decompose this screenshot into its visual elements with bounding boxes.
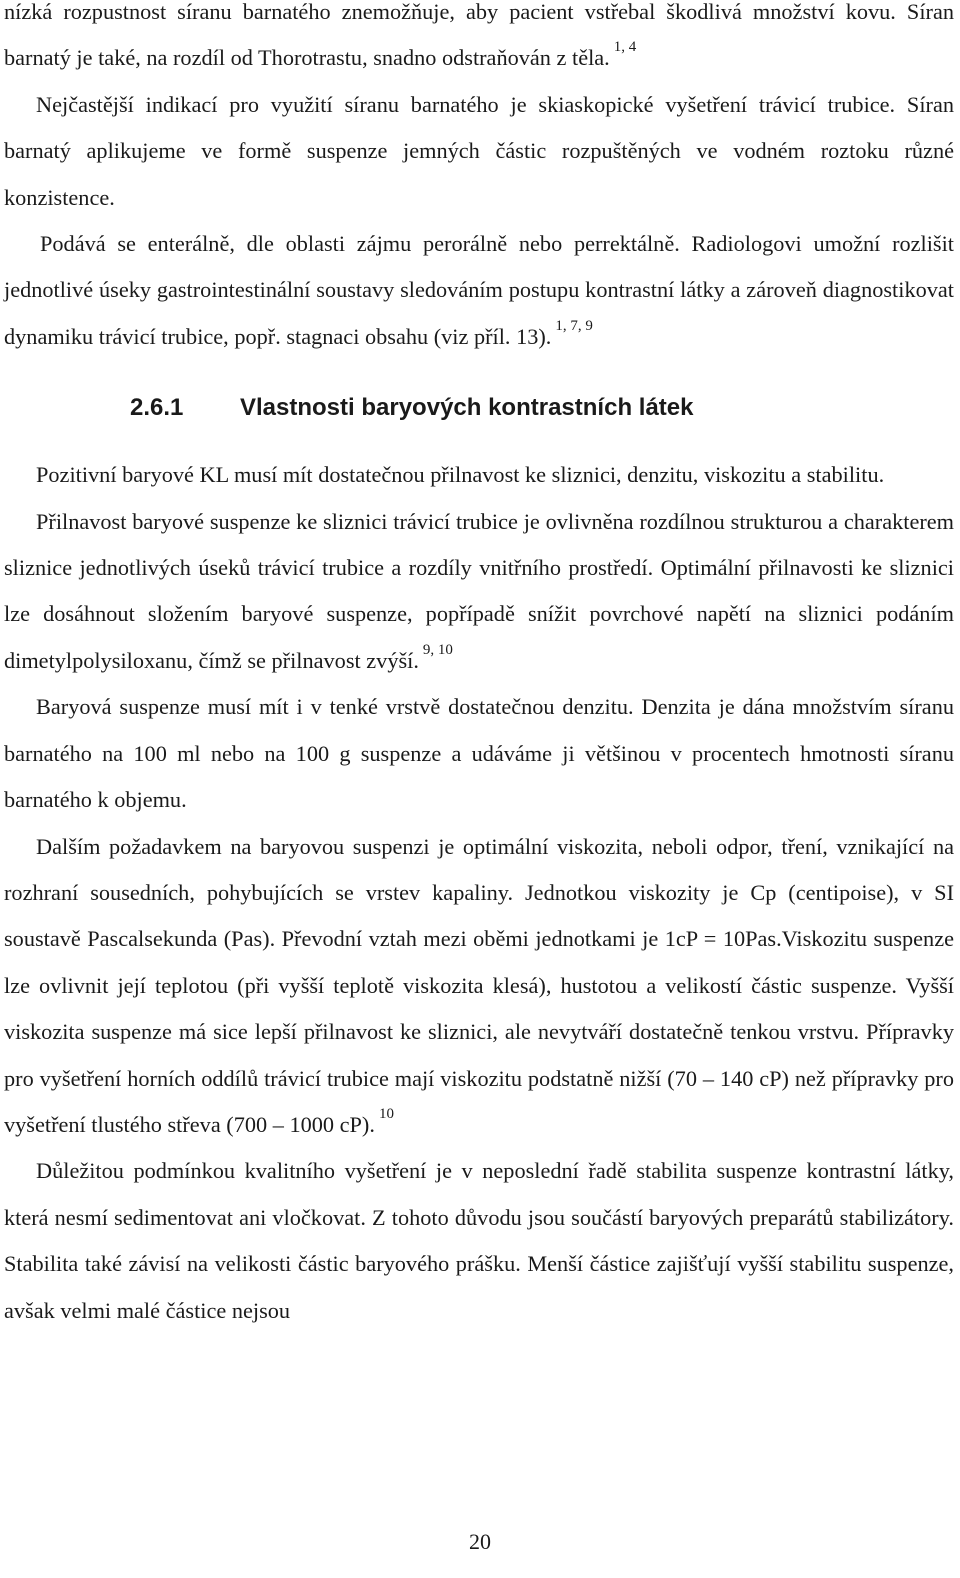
paragraph-text: Dalším požadavkem na baryovou suspenzi je optimální viskozita, neboli odpor, tření, vznikající na rozhraní sousedních, pohybujících se vrstev kapaliny. Jednotkou viskozity je Cp (centipoise), v SI soustavě Pascalsekunda (Pas). Převodní vztah mezi oběmi jednotkami je 1cP = 10Pas.Viskozitu suspenze lze ovlivnit její teplotou (při vyšší teplotě viskozita klesá), hustotou a velikostí částic suspenze. Vyšší viskozita suspenze má sice lepší přilnavost ke sliznici, ale nevytváří dostatečně tenkou vrstvu. Přípravky pro vyšetření horních oddílů trávicí trubice mají viskozitu podstatně nižší (70 – 140 cP) než přípravky pro vyšetření tlustého střeva (700 – 1000 cP). [4, 833, 954, 1137]
paragraph-text: Podává se enterálně, dle oblasti zájmu perorálně nebo perrektálně. Radiologovi umožní rozlišit jednotlivé úseky gastrointestinální soustavy sledováním postupu kontrastní látky a zároveň diagnostikovat dynamiku trávicí trubice, popř. stagnaci obsahu (viz příl. 13). [4, 231, 954, 349]
reference-superscript: 1, 4 [613, 39, 637, 56]
section-title: Vlastnosti baryových kontrastních látek [240, 394, 694, 422]
paragraph-density [4, 684, 954, 823]
paragraph-text: Důležitou podmínkou kvalitního vyšetření je v neposlední řadě stabilita suspenze kontrastní látky, která nesmí sedimentovat ani vločkovat. Z tohoto důvodu jsou součástí baryových preparátů stabilizátory. Stabilita také závisí na velikosti částic baryového prášku. Menší částice zajišťují vyšší stabilitu suspenze, avšak velmi malé částice nejsou [4, 1158, 954, 1323]
reference-superscript: 1, 7, 9 [555, 317, 593, 334]
paragraph-viscosity [4, 824, 954, 1149]
page-number: 20 [469, 1529, 491, 1554]
paragraph-properties-intro [4, 452, 954, 498]
paragraph-text: Pozitivní baryové KL musí mít dostatečnou přilnavost ke sliznici, denzitu, viskozitu a stabilitu. [36, 462, 885, 488]
paragraph-administration [4, 221, 954, 360]
section-number: 2.6.1 [130, 394, 184, 422]
reference-superscript: 10 [378, 1105, 394, 1122]
paragraph-stability [4, 1148, 954, 1334]
section-heading [4, 382, 954, 434]
paragraph-adhesion [4, 499, 954, 685]
reference-superscript: 9, 10 [422, 641, 453, 658]
paragraph-continuation [4, 0, 954, 82]
paragraph-text: Přilnavost baryové suspenze ke sliznici trávicí trubice je ovlivněna rozdílnou strukturou a charakterem sliznice jednotlivých úseků trávicí trubice a rozdíly vnitřního prostředí. Optimální přilnavosti ke sliznici lze dosáhnout složením baryové suspenze, popřípadě snížit povrchové napětí na sliznici podáním dimetylpolysiloxanu, čímž se přilnavost zvýší. [4, 508, 954, 673]
paragraph-text: nízká rozpustnost síranu barnatého znemožňuje, aby pacient vstřebal škodlivá množství kovu. Síran barnatý je také, na rozdíl od Thorotrastu, snadno odstraňován z těla. [4, 0, 954, 71]
paragraph-text: Baryová suspenze musí mít i v tenké vrstvě dostatečnou denzitu. Denzita je dána množstvím síranu barnatého na 100 ml nebo na 100 g suspenze a udáváme ji většinou v procentech hmotnosti síranu barnatého k objemu. [4, 694, 954, 813]
paragraph-indications [4, 82, 954, 221]
paragraph-text: Nejčastější indikací pro využití síranu barnatého je skiaskopické vyšetření trávicí trubice. Síran barnatý aplikujeme ve formě suspenze jemných částic rozpuštěných ve vodném roztoku různé konzistence. [4, 91, 954, 210]
